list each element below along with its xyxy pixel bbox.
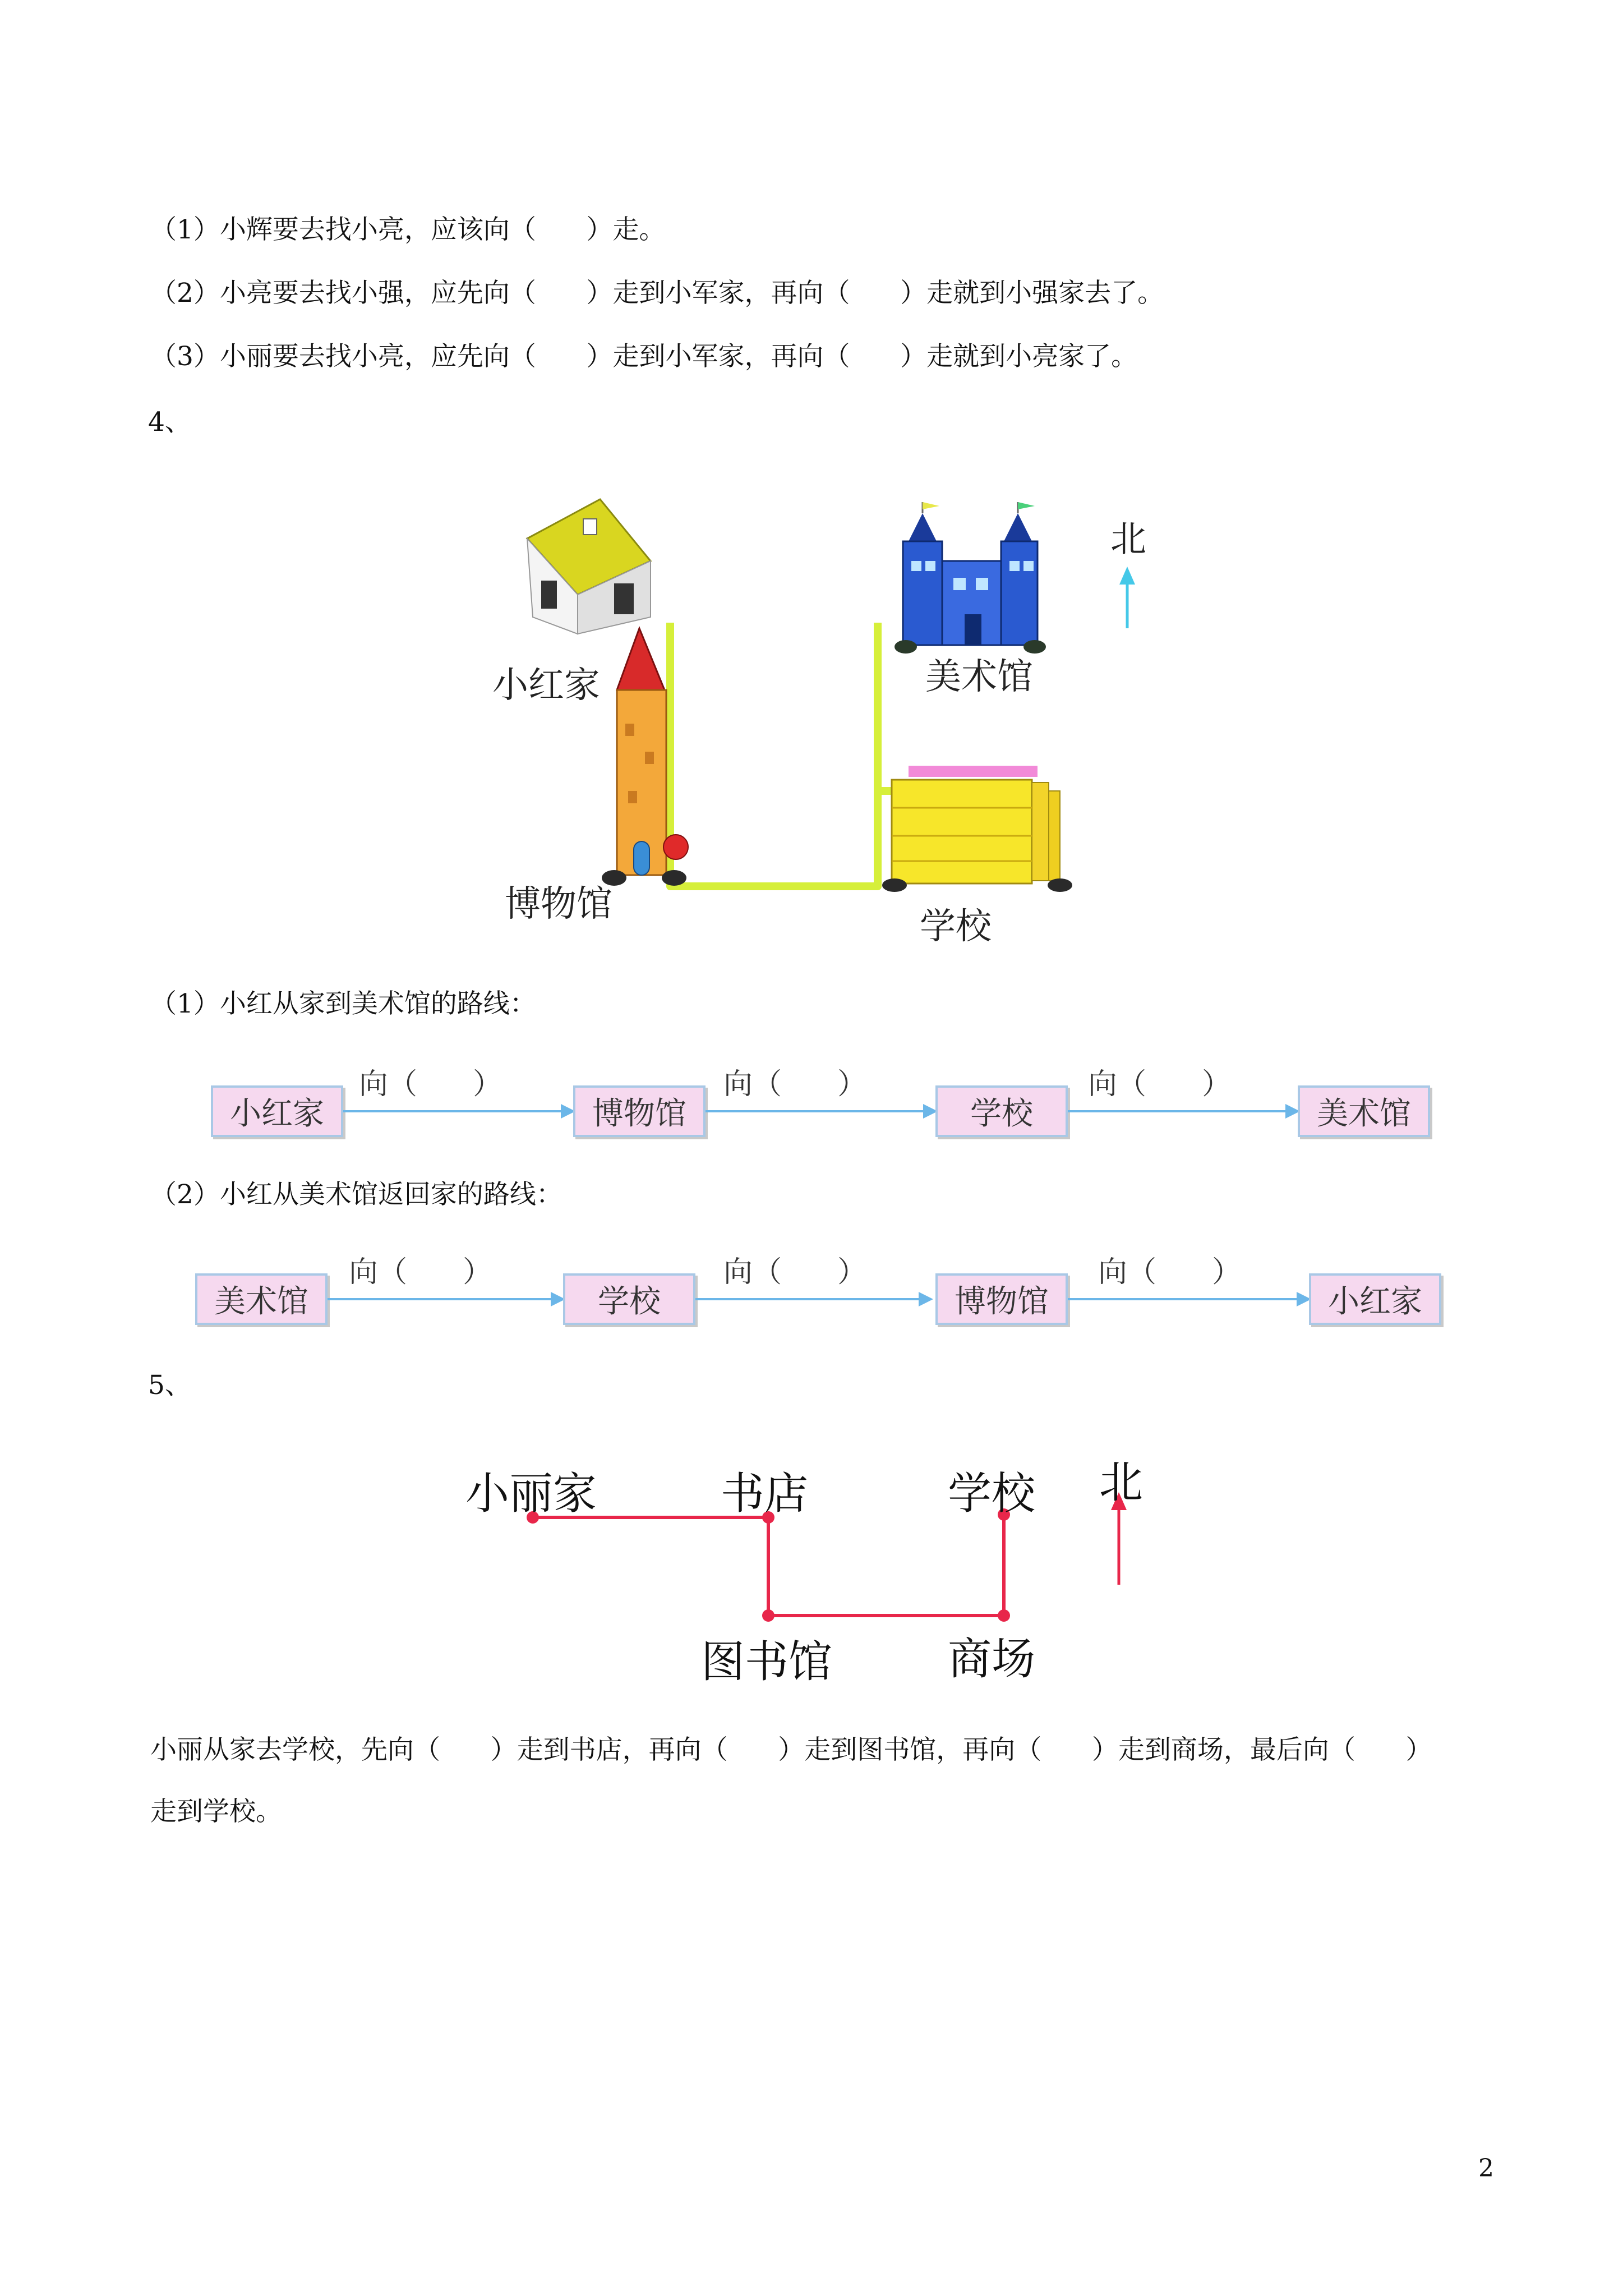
label-home: 小红家 (492, 665, 600, 706)
route1-arrow-1 (343, 1110, 562, 1112)
question-1: （1）小辉要去找小亮，应该向（ ）走。 (150, 214, 666, 245)
label-mall: 商场 (948, 1634, 1036, 1685)
q5-line1: 小丽从家去学校，先向（ ）走到书店，再向（ ）走到图书馆，再向（ ）走到商场，最后向（ ） (150, 1734, 1432, 1765)
route1-step-3: 学校 (935, 1085, 1068, 1137)
label-museum: 博物馆 (505, 884, 612, 925)
route2-step-1: 美术馆 (195, 1273, 328, 1325)
route2-arrow-3 (1068, 1298, 1298, 1300)
route2-step-4: 小红家 (1309, 1273, 1441, 1325)
museum-icon (602, 628, 688, 886)
route2-step-2: 学校 (563, 1273, 695, 1325)
question-3: （3）小丽要去找小亮，应先向（ ）走到小军家，再向（ ）走就到小亮家了。 (150, 341, 1138, 372)
route2-dir-2: 向（ ） (723, 1255, 867, 1289)
label-library: 图书馆 (701, 1637, 833, 1687)
label-north: 北 (1110, 519, 1146, 560)
q5-line2: 走到学校。 (150, 1796, 282, 1827)
q5-map (443, 1436, 1172, 1700)
q5-number: 5、 (148, 1370, 191, 1401)
route2-dir-3: 向（ ） (1098, 1255, 1242, 1289)
route1-arrow-2 (706, 1110, 924, 1112)
school-icon (882, 766, 1072, 892)
label-art-gallery: 美术馆 (925, 656, 1033, 698)
route1-arrow-3 (1068, 1110, 1287, 1112)
label-bookstore: 书店 (721, 1469, 809, 1519)
label-xiaoli-home: 小丽家 (465, 1469, 597, 1519)
label-school: 学校 (948, 1469, 1036, 1519)
route2-dir-1: 向（ ） (349, 1255, 492, 1289)
house-icon (527, 499, 651, 634)
art-gallery-icon (895, 502, 1046, 654)
page-number: 2 (1478, 2154, 1494, 2183)
route2-arrow-1 (328, 1298, 552, 1300)
route1-step-2: 博物馆 (573, 1085, 706, 1137)
q4-sub1: （1）小红从家到美术馆的路线： (150, 988, 536, 1019)
q4-map (465, 488, 1166, 948)
route1-dir-2: 向（ ） (723, 1068, 867, 1101)
route2-step-3: 博物馆 (935, 1273, 1068, 1325)
q4-sub2: （2）小红从美术馆返回家的路线： (150, 1179, 562, 1210)
route1-step-1: 小红家 (211, 1085, 343, 1137)
q4-number: 4、 (148, 407, 191, 438)
label-north: 北 (1099, 1457, 1144, 1508)
question-2: （2）小亮要去找小强，应先向（ ）走到小军家，再向（ ）走就到小强家去了。 (150, 278, 1164, 309)
label-school: 学校 (920, 906, 992, 947)
route2-arrow-2 (695, 1298, 920, 1300)
route1-dir-3: 向（ ） (1088, 1068, 1232, 1101)
route1-dir-1: 向（ ） (359, 1068, 502, 1101)
route1-step-4: 美术馆 (1298, 1085, 1430, 1137)
